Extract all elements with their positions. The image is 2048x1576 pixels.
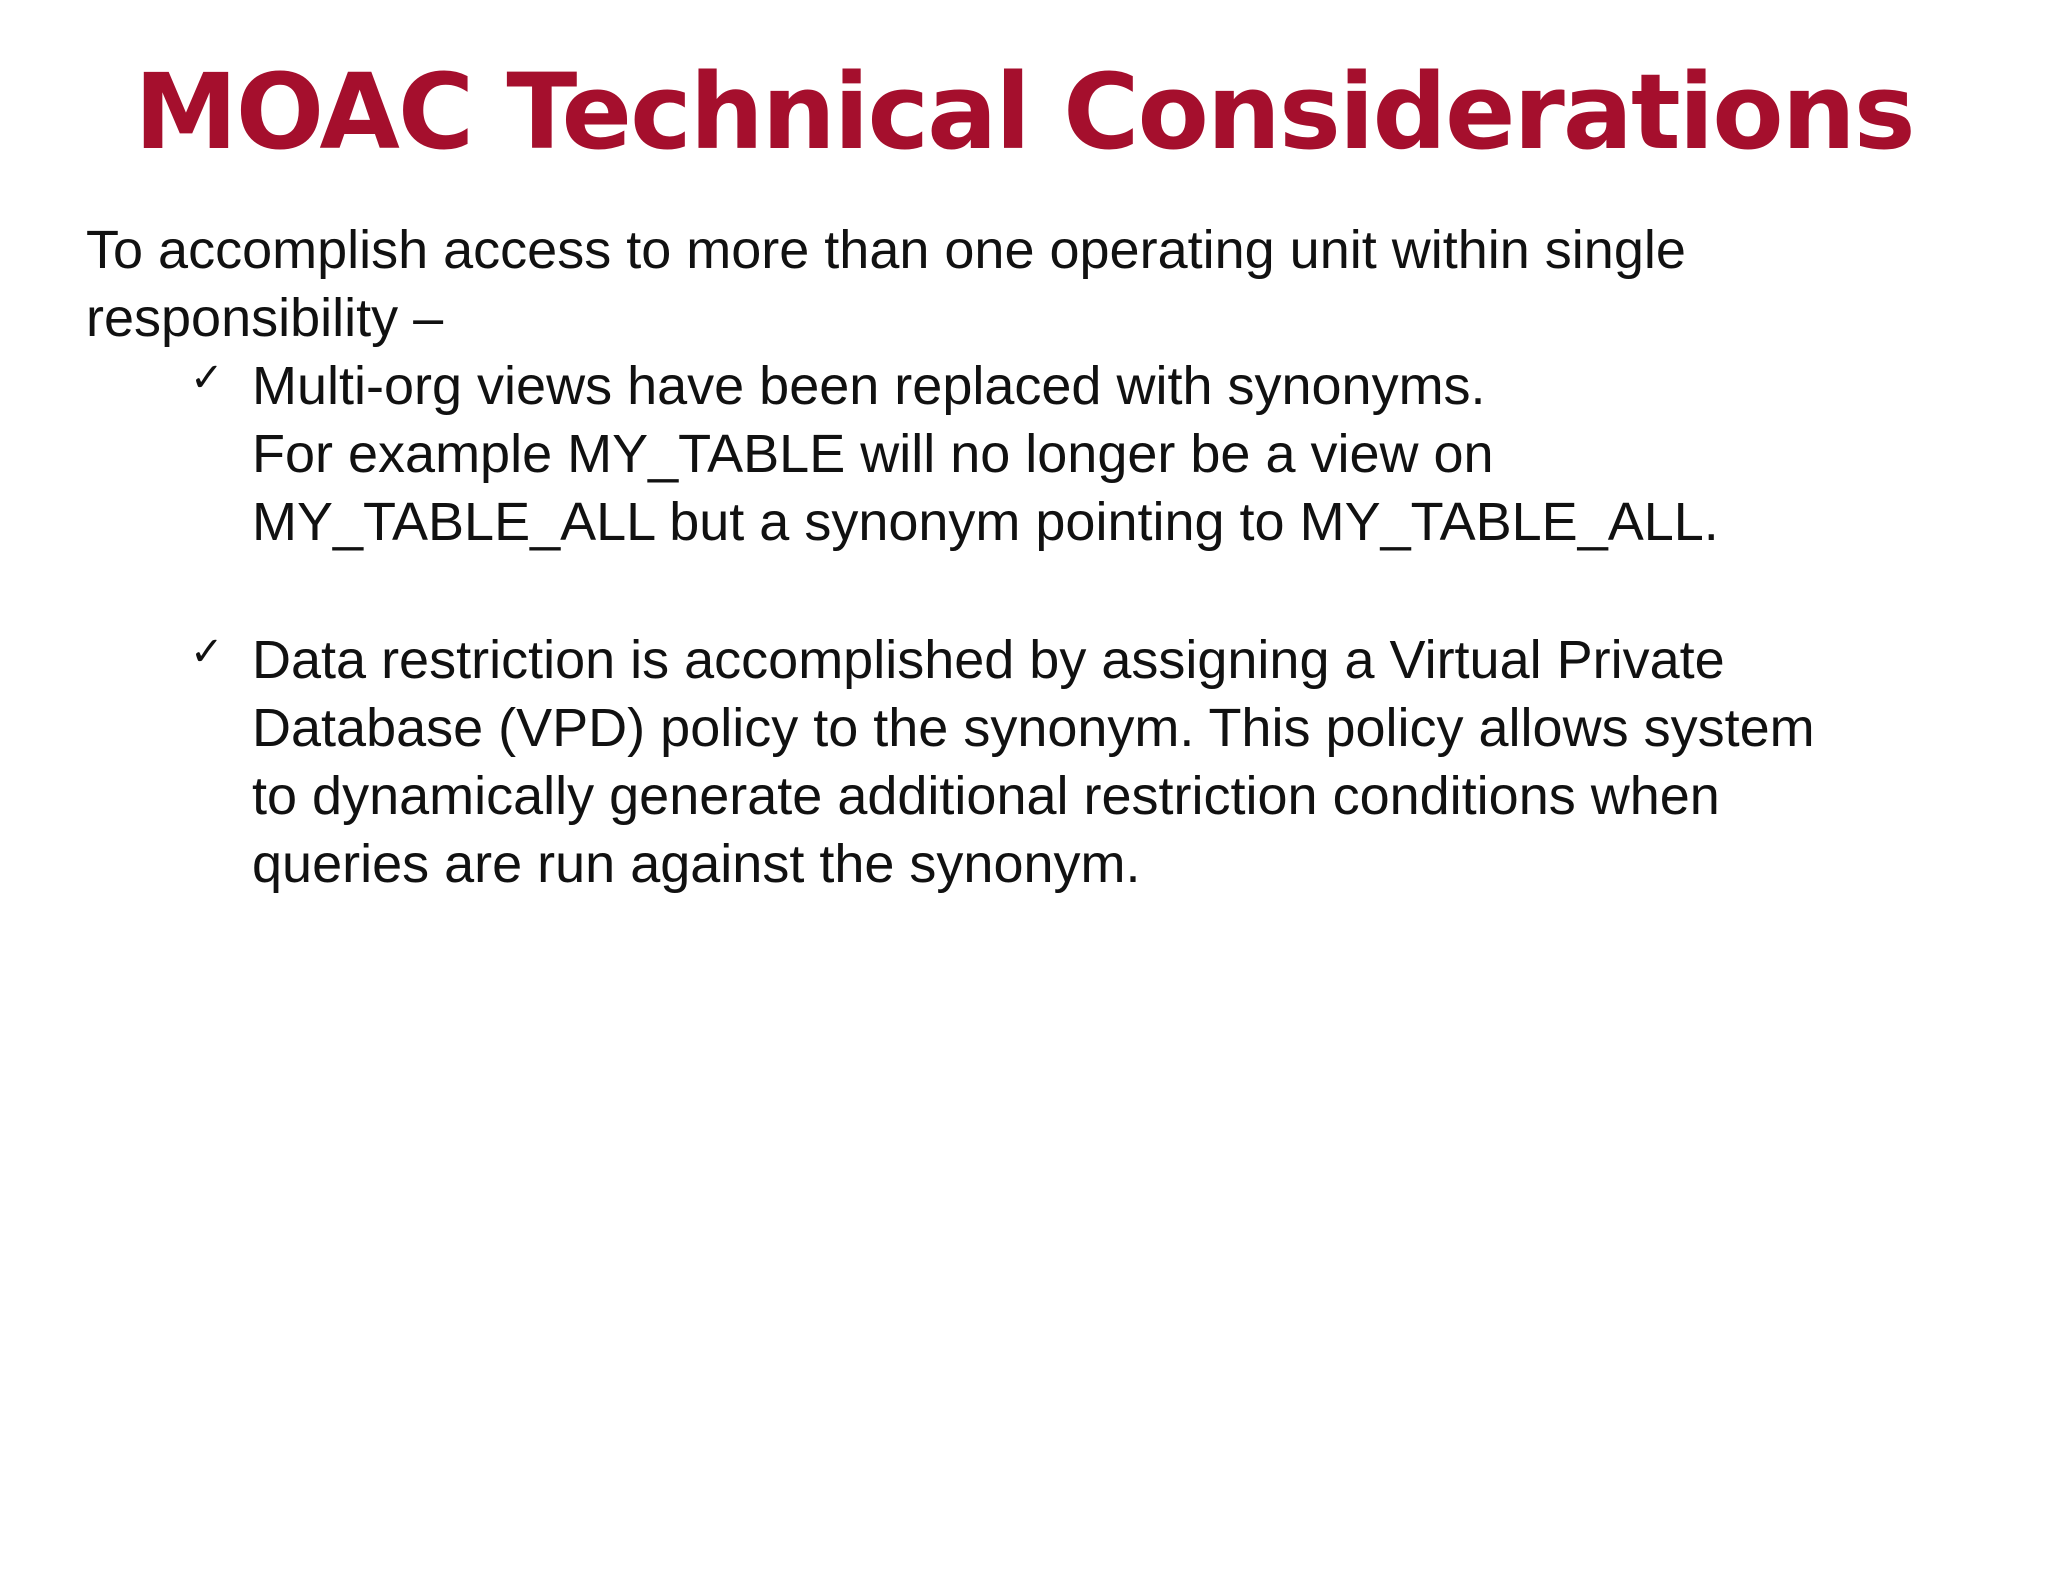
bullet-line: Database (VPD) policy to the synonym. This policy allows system <box>252 698 1815 758</box>
bullet-line: queries are run against the synonym. <box>252 834 1141 894</box>
bullet-line: Data restriction is accomplished by assigning a Virtual Private <box>252 630 1725 690</box>
intro-paragraph <box>86 216 1966 352</box>
bullet-line: to dynamically generate additional restriction conditions when <box>252 766 1720 826</box>
bullet-text <box>252 626 1992 898</box>
bullet-line: For example MY_TABLE will no longer be a view on <box>252 424 1494 484</box>
intro-line: To accomplish access to more than one operating unit within single <box>86 220 1686 280</box>
bullet-line: MY_TABLE_ALL but a synonym pointing to MY_TABLE_ALL. <box>252 492 1719 552</box>
bullet-line: Multi-org views have been replaced with synonyms. <box>252 356 1486 416</box>
intro-line: responsibility – <box>86 288 444 348</box>
checkmark-icon: ✓ <box>190 355 224 401</box>
checkmark-icon: ✓ <box>190 629 224 675</box>
slide-title: MOAC Technical Considerations <box>134 51 1914 173</box>
bullet-text <box>252 352 1992 556</box>
